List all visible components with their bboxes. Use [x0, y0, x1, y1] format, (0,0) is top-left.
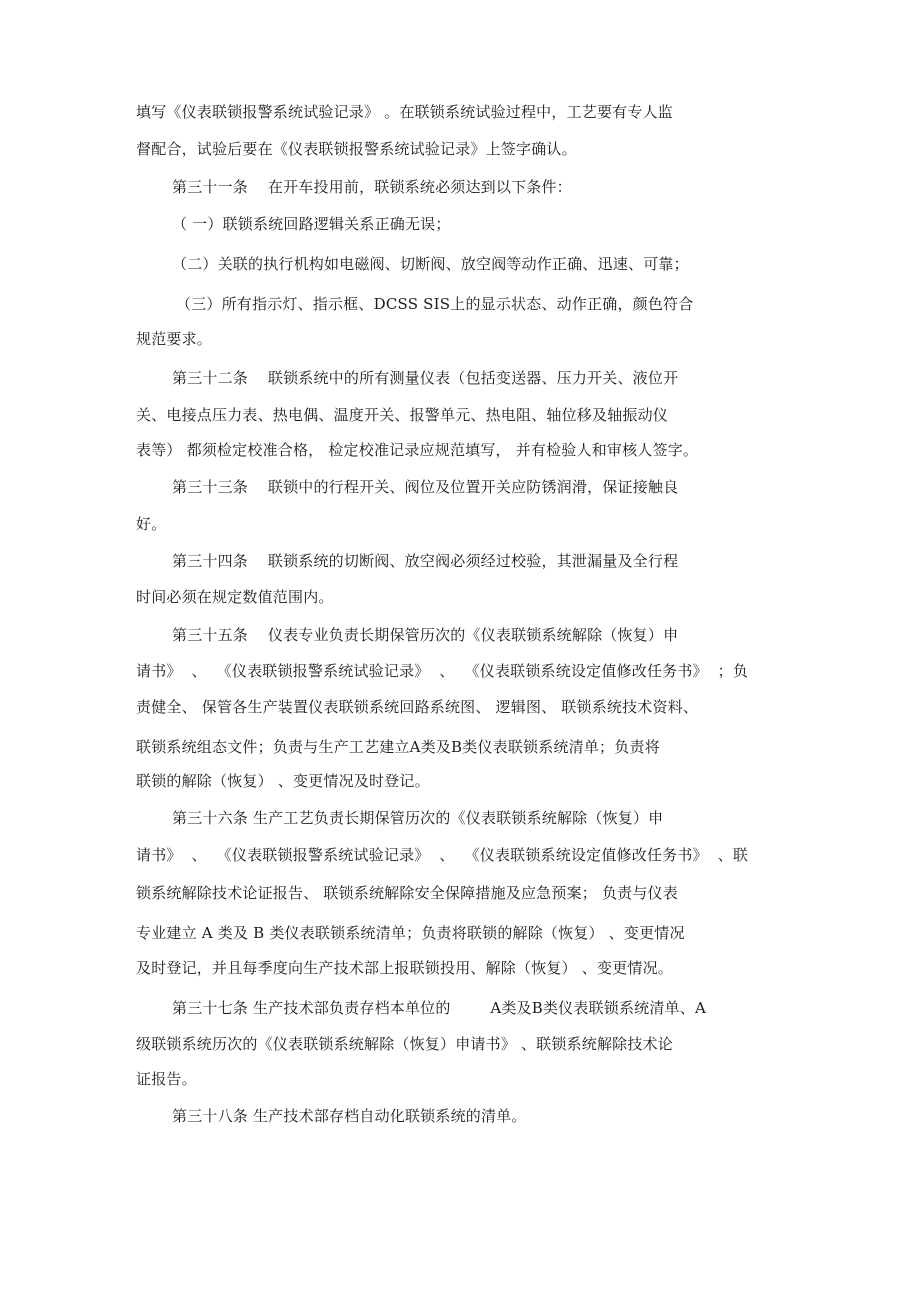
text-line: 及时登记，并且每季度向生产技术部上报联锁投用、解除（恢复） 、变更情况。: [136, 959, 673, 977]
article-37-heading: 第三十七条 生产技术部负责存档本单位的 A类及B类仪表联锁系统清单、A: [172, 999, 707, 1017]
text-line: 联锁的解除（恢复） 、变更情况及时登记。: [136, 772, 430, 790]
condition-2: （二）关联的执行机构如电磁阀、切断阀、放空阀等动作正确、迅速、可靠；: [172, 255, 689, 273]
text-line: 锁系统解除技术论证报告、 联锁系统解除安全保障措施及应急预案； 负责与仪表: [136, 884, 678, 902]
article-36-heading: 第三十六条 生产工艺负责长期保管历次的《仪表联锁系统解除（恢复）申: [172, 809, 664, 827]
text-line: 时间必须在规定数值范围内。: [136, 588, 334, 606]
text-line: 责健全、 保管各生产装置仪表联锁系统回路系统图、 逻辑图、 联锁系统技术资料、: [136, 698, 699, 716]
text-line: 级联锁系统历次的《仪表联锁系统解除（恢复）申请书》 、联锁系统解除技术论: [136, 1035, 673, 1053]
text-line: 联锁系统组态文件；负责与生产工艺建立A类及B类仪表联锁系统清单；负责将: [136, 738, 660, 756]
text-line: 好。: [136, 515, 167, 533]
text-line: 证报告。: [136, 1070, 197, 1088]
article-38-heading: 第三十八条 生产技术部存档自动化联锁系统的清单。: [172, 1107, 527, 1125]
text-line: 关、电接点压力表、热电偶、温度开关、报警单元、热电阻、轴位移及轴振动仪: [136, 406, 669, 424]
text-line: 请书》 、 《仪表联锁报警系统试验记录》 、 《仪表联锁系统设定值修改任务书》 ；负: [136, 662, 749, 680]
text-line: 专业建立 A 类及 B 类仪表联锁系统清单；负责将联锁的解除（恢复） 、变更情况: [136, 924, 685, 942]
text-line: 督配合，试验后要在《仪表联锁报警系统试验记录》上签字确认。: [136, 140, 577, 158]
text-line: 填写《仪表联锁报警系统试验记录》 。在联锁系统试验过程中，工艺要有专人监: [136, 103, 673, 121]
text-line: 请书》 、 《仪表联锁报警系统试验记录》 、 《仪表联锁系统设定值修改任务书》 、联: [136, 846, 749, 864]
condition-1: （ 一）联锁系统回路逻辑关系正确无误；: [172, 215, 451, 233]
article-34-heading: 第三十四条 联锁系统的切断阀、放空阀必须经过校验，其泄漏量及全行程: [172, 552, 679, 570]
article-32-heading: 第三十二条 联锁系统中的所有测量仪表（包括变送器、压力开关、液位开: [172, 369, 679, 387]
article-33-heading: 第三十三条 联锁中的行程开关、阀位及位置开关应防锈润滑，保证接触良: [172, 478, 679, 496]
condition-3: （三）所有指示灯、指示框、DCSS SIS上的显示状态、动作正确，颜色符合: [176, 295, 694, 313]
text-line: 规范要求。: [136, 330, 213, 348]
text-line: 表等） 都须检定校准合格， 检定校准记录应规范填写， 并有检验人和审核人签字。: [136, 441, 699, 459]
article-31-heading: 第三十一条 在开车投用前，联锁系统必须达到以下条件：: [172, 178, 572, 196]
article-35-heading: 第三十五条 仪表专业负责长期保管历次的《仪表联锁系统解除（恢复）申: [172, 626, 679, 644]
